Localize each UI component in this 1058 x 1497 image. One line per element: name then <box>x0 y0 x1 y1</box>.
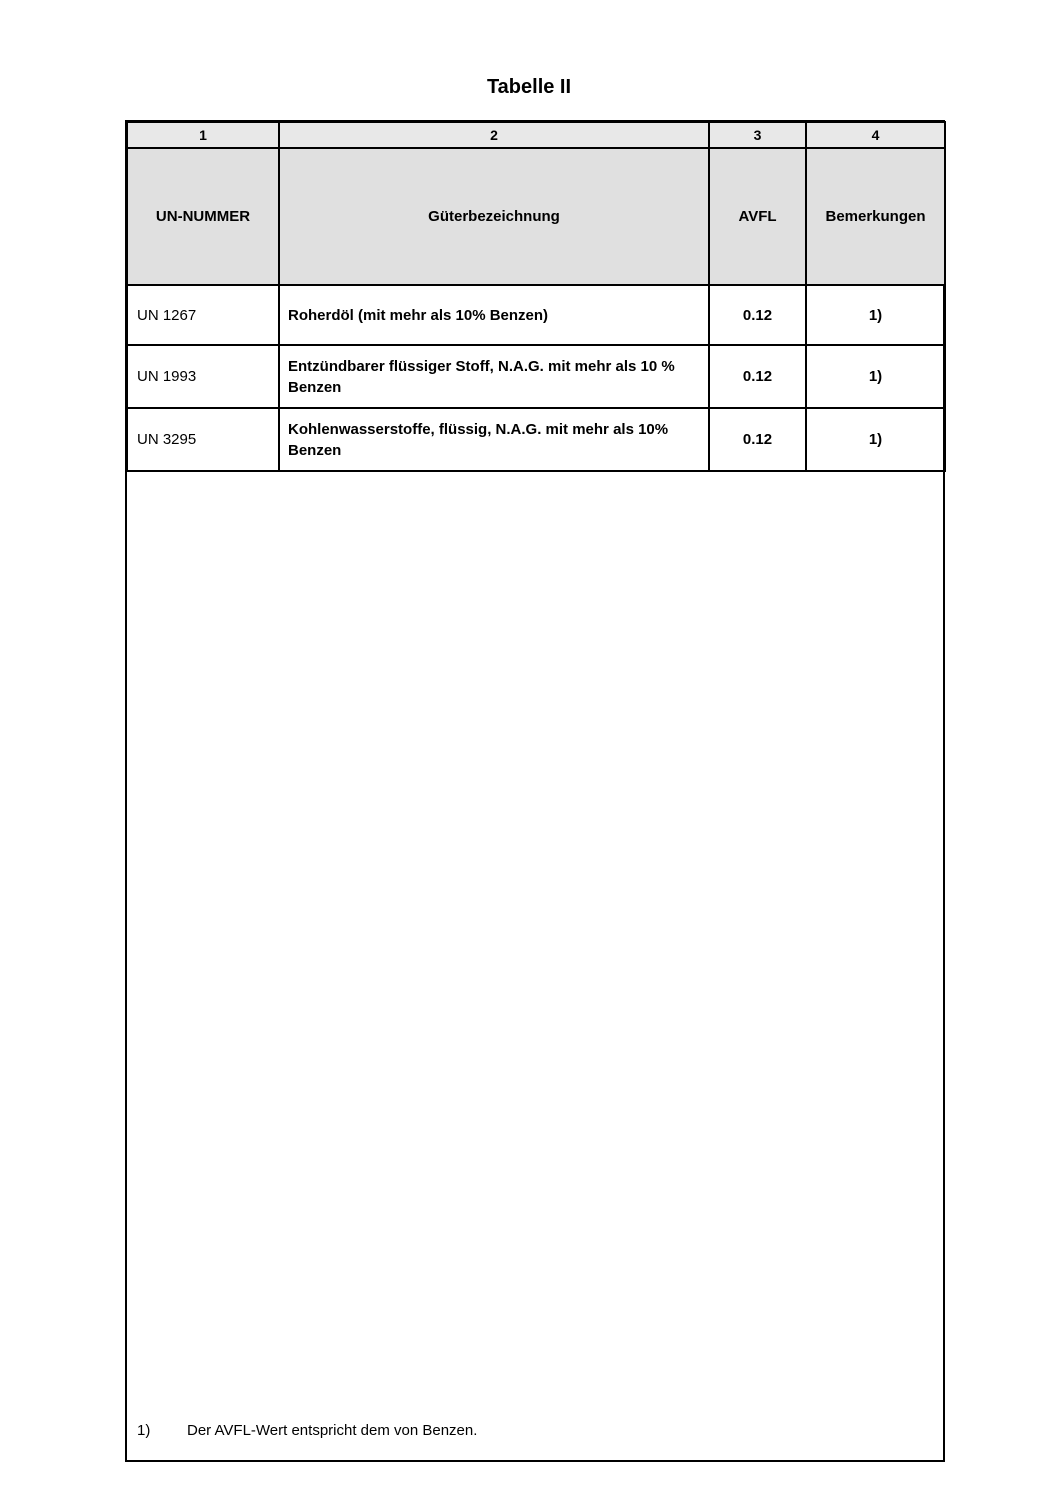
avfl-cell: 0.12 <box>709 408 806 471</box>
substance-table <box>126 121 946 472</box>
header-un-nummer: UN-NUMMER <box>127 148 279 285</box>
un-number-cell: UN 3295 <box>127 408 279 471</box>
page-title: Tabelle II <box>486 76 572 98</box>
column-number: 1 <box>127 122 279 148</box>
footnote <box>137 1422 477 1439</box>
footnote-mark: 1) <box>137 1422 151 1439</box>
column-number: 3 <box>709 122 806 148</box>
table-row <box>127 408 945 471</box>
column-number-row <box>127 122 945 148</box>
avfl-cell: 0.12 <box>709 345 806 408</box>
remark-cell: 1) <box>806 285 945 345</box>
column-number: 2 <box>279 122 709 148</box>
table-frame <box>125 120 945 1462</box>
remark-cell: 1) <box>806 345 945 408</box>
table-row <box>127 345 945 408</box>
avfl-cell: 0.12 <box>709 285 806 345</box>
header-avfl: AVFL <box>709 148 806 285</box>
header-gueterbezeichnung: Güterbezeichnung <box>279 148 709 285</box>
name-cell: Entzündbarer flüssiger Stoff, N.A.G. mit mehr als 10 % Benzen <box>279 345 709 408</box>
header-row <box>127 148 945 285</box>
header-bemerkungen: Bemerkungen <box>806 148 945 285</box>
footnote-text: Der AVFL-Wert entspricht dem von Benzen. <box>187 1422 478 1439</box>
table-row <box>127 285 945 345</box>
un-number-cell: UN 1267 <box>127 285 279 345</box>
name-cell: Kohlenwasserstoffe, flüssig, N.A.G. mit mehr als 10% Benzen <box>279 408 709 471</box>
un-number-cell: UN 1993 <box>127 345 279 408</box>
remark-cell: 1) <box>806 408 945 471</box>
name-cell: Roherdöl (mit mehr als 10% Benzen) <box>279 285 709 345</box>
column-number: 4 <box>806 122 945 148</box>
